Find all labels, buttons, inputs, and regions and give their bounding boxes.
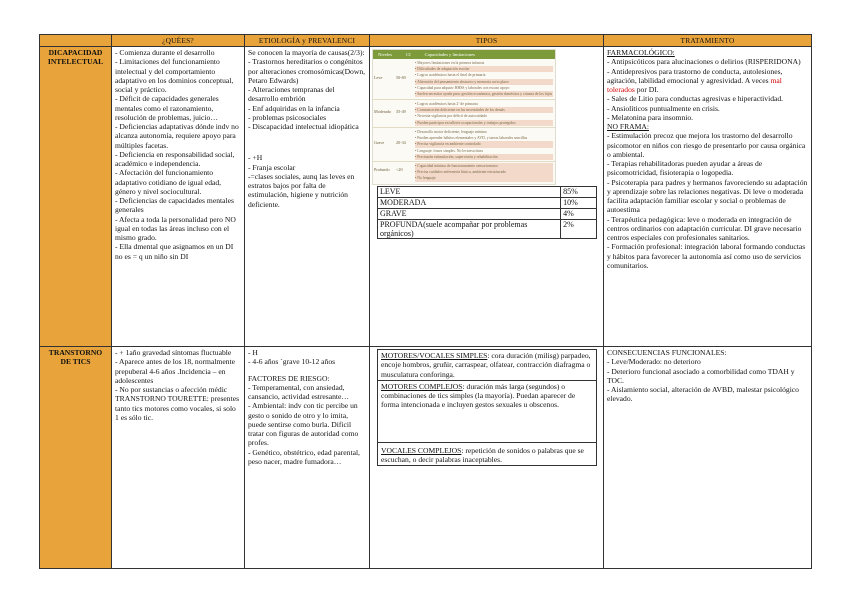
image-level-row [373, 128, 555, 162]
text-line: - Genético, obstétrico, edad parental, peso nacer, madre fumadora… [248, 447, 360, 466]
text-line: - Déficit de capacidades generales mentales como el razonamiento, resolución de problemas, juicio… [115, 94, 219, 122]
severity-level: PROFUNDA(suele acompañar por problemas orgánicos) [378, 220, 561, 239]
text-line: - problemas psicosociales [248, 112, 327, 122]
image-item: • Necesita vigilancia por déficit de autocuidado [415, 113, 553, 119]
image-level-items [413, 128, 555, 161]
tratamiento-cell [604, 347, 812, 569]
image-level-items [413, 162, 555, 184]
text-line: - Aparece antes de los 18, normalmente prepuberal 4-6 años .Incidencia – en adolescentes [115, 357, 235, 385]
text-line: - H [248, 348, 258, 358]
section-title: MOTORES/VOCALES SIMPLES [381, 351, 488, 361]
header-tipos: TIPOS [370, 35, 604, 47]
image-level-row [373, 59, 555, 100]
image-level-ci: 50-69 [396, 75, 406, 81]
severity-table [377, 186, 597, 239]
text-line: - Afecta a toda la personalidad pero NO igual en todas las áreas incluso con el mismo grado. [115, 214, 236, 243]
header-row [40, 35, 812, 47]
text-line: - Ambiental: indv con tic percibe un gesto o sonido de otro y lo imita, puede sentirse como burla. Dificil tratar con figuras de autoridad como profes. [248, 401, 359, 448]
text-line: -=clases sociales, aunq las leves en estratos bajos por falta de estimulación, higiene y nutrición deficiente. [248, 171, 355, 209]
header-etiologia: ETIOLOGÍA y PREVALENCI [245, 35, 370, 47]
header-tratamiento: TRATAMIENTO [604, 35, 812, 47]
severity-level: GRAVE [378, 209, 561, 220]
text-line: - Afectación del funcionamiento adaptativo cotidiano de igual edad, género y nivel sociocultural. [115, 168, 222, 196]
image-item: • Precisa vigilancia en ambiente controlado [415, 141, 553, 147]
image-item: • Logros académicos hasta el final de primaria [415, 72, 553, 78]
image-header-col: Niveles [378, 51, 393, 57]
text-line: - Trastornos hereditarios o congénitos por alteraciones cromosómicas(Down, Petaro Edwards) [248, 57, 366, 85]
text-line: - Enf adquiridas en la infancia [248, 103, 340, 113]
text-line: - + 1año gravedad síntomas fluctuable [115, 348, 232, 358]
image-header [373, 50, 555, 59]
image-level-row [373, 100, 555, 128]
text-line: - Ella dmental que asignamos en un DI no es = q un niño sin DI [115, 242, 234, 261]
severity-level: MODERADA [378, 198, 561, 209]
etiologia-cell [245, 47, 370, 347]
image-level-name: Leve [374, 75, 383, 81]
text-line: - Terapéutica pedagógica: leve o moderada en integración de centros ordinarios con adaptación curricular. DI grave necesario centros especiales con profesionales sanitarios. [607, 214, 802, 243]
image-item: • Suelen necesitar ayuda para: gestión económica, gestión doméstica y crianza de los hijos [415, 91, 553, 97]
text-line: - Alteraciones tempranas del desarrollo embrión [248, 85, 335, 104]
row-tics [40, 347, 812, 569]
section-title: FARMACOLÓGICO: [607, 48, 675, 58]
image-item: • Precisarán estimulación, supervisión y rehabilitación [415, 154, 553, 160]
image-level-name: Profundo [374, 167, 390, 173]
row-label: DICAPACIDAD INTELECTUAL [40, 47, 112, 347]
text-line: - Sales de Litio para conductas agresivas e hiperactividad. [607, 94, 784, 104]
text-line: - Melatonina para insomnio. [607, 112, 694, 122]
image-item: • Capacidad mínima de funcionamiento sensoriomotor [415, 163, 553, 169]
text-line: - Deficiencias adaptativas dónde indv no alcanza autonomía, requiere apoyo para múltiples facetas. [115, 122, 239, 150]
severity-row [378, 220, 597, 239]
image-level-items [413, 59, 555, 99]
text-line: TRANSTORNO TOURETTE: presentes tanto tics motores como vocales, si solo 1 es sólo tic. [115, 394, 240, 422]
text-line: - No por sustancias o afección médic [115, 385, 228, 395]
image-level-name: Moderado [374, 109, 392, 115]
text-line: - Temperamental, con ansiedad, cansancio, actividad estresante… [248, 382, 349, 402]
corner-cell [40, 35, 112, 47]
text-line: - Comienza durante el desarrollo [115, 48, 215, 58]
etiologia-cell [245, 347, 370, 569]
text-line: - Deficiencia en responsabilidad social, académico e independencia. [115, 149, 235, 169]
image-item: • Logros académicos hasta 2º de primaria [415, 101, 553, 107]
tipos-vocales-box [377, 443, 597, 467]
text-span: : cora duración (milisg) parpadeo, encoje hombros, gruñir, carraspear, olfatear, contracción diafragma o musculatura conforinga. [381, 351, 591, 379]
text-line: - Formación profesional: integración laboral formando conductas y hábitos para favorecer la autonomía así como uso de servicios comunitarios. [607, 242, 806, 270]
severity-row [378, 209, 597, 220]
text-line: - Franja escolar [248, 162, 296, 172]
image-level-row [373, 162, 555, 184]
section-title: FACTORES DE RIESGO: [248, 373, 330, 383]
severity-pct: 85% [561, 187, 597, 198]
severity-row [378, 198, 597, 209]
row-label: TRANSTORNO DE TICS [40, 347, 112, 569]
image-level-items [413, 100, 555, 127]
image-level-ci: 35-49 [396, 109, 406, 115]
image-item: • Lenguaje: frases simples. No lectoescritura [415, 148, 553, 154]
text-line: - Limitaciones del funcionamiento intelectual y del comportamiento adaptativo en los dominios conceptual, social y práctico. [115, 57, 234, 95]
severity-level: LEVE [378, 187, 561, 198]
text-line: - Psicoterapia para padres y hermanos favoreciendo su adaptación y aprendizaje sobre las relaciones negativas. Di leve o moderada facilita adaptación familiar escolar y social o problemas de autoestima [607, 177, 808, 215]
text-line: - Deterioro funcional asociado a comorbilidad como TDAH y TOC. [607, 366, 795, 385]
row-discapacidad [40, 47, 812, 347]
image-item: • Mayores limitaciones en la primera infancia [415, 60, 553, 66]
text-line: - Ansiolíticos puntualmente en crisis. [607, 103, 720, 113]
section-title: VOCALES COMPLEJOS [381, 445, 462, 455]
image-item: • Dificultades de adaptación escolar [415, 66, 553, 72]
image-item: • Desarrollo motor deficiente, lenguaje mínimo [415, 129, 553, 135]
document-page [39, 34, 811, 569]
text-line: - Aislamiento social, alteración de AVBD, malestar psicológico elevado. [607, 385, 799, 404]
image-item: • Capacidad para adquirir HHSS y laborales con escaso apoyo [415, 85, 553, 91]
image-item: • Pueden aprender hábitos elementales y AVD, y tareas laborales sencillas [415, 135, 553, 141]
text-span: por DI. [634, 85, 659, 95]
image-level-ci: 20-34 [396, 140, 406, 146]
severity-pct: 4% [561, 209, 597, 220]
text-line: - Estimulación precoz que mejora los trastorno del desarrollo psicomotor en niños con riesgo de presentarlo por causa orgánica o ambiental. [607, 131, 806, 159]
image-level-ci: <20 [396, 167, 403, 173]
levels-image [372, 49, 556, 185]
tipos-cell [370, 347, 604, 569]
image-item: • Pueden participar en talleres ocupacionales y trabajos protegidos [415, 120, 553, 126]
image-header-col: Capacidades y limitaciones [424, 51, 475, 57]
text-span: : repetición de sonidos o palabras que se escuchan, o decir palabras inaceptables. [381, 445, 584, 465]
text-line: - Leve/Moderado: no deterioro [607, 357, 701, 367]
summary-table [39, 34, 812, 569]
text-line [607, 67, 808, 95]
section-title: CONSECUENCIAS FUNCIONALES: [607, 348, 727, 358]
text-line: Se conocen la mayoría de causas(2/3): [248, 48, 365, 58]
tratamiento-cell [604, 47, 812, 347]
image-header-col: CI [406, 51, 411, 57]
text-line: - Discapacidad intelectual idiopática [248, 122, 359, 132]
tipos-simples-box [377, 349, 597, 381]
image-item: • Precisa cuidados enfermería básica, ambiente estructurado [415, 169, 553, 175]
section-title: MOTORES COMPLEJOS [381, 381, 463, 391]
severity-pct: 10% [561, 198, 597, 209]
header-que-es: ¿QUÉES? [112, 35, 245, 47]
highlight-text: mal tolerados [607, 75, 782, 95]
text-line: - Antipsicóticos para alucinaciones o delirios (RISPERIDONA) [607, 57, 801, 67]
text-span: - Antidepresivos para trastorno de conducta, autolesiones, agitación, labilidad emocional y agresividad. A veces [607, 66, 783, 85]
image-level-name: Grave [374, 140, 385, 146]
image-item: • Comunicación deficiente en las necesidades de los demás [415, 107, 553, 113]
tipos-cell [370, 47, 604, 347]
text-line: - Terapias rehabilitadoras pueden ayudar a áreas de psicomotricidad, fisioterapia o logopedia. [607, 159, 763, 178]
que-es-cell [112, 347, 245, 569]
image-item: • No lenguaje [415, 175, 553, 181]
section-title: NO FRAMA: [607, 122, 649, 132]
tipos-complejos-box [377, 381, 597, 443]
text-line: - Deficiencias de capacidades mentales generales [115, 196, 234, 215]
text-line: - +H [248, 153, 263, 163]
text-line: - 4-6 años `grave 10-12 años [248, 357, 336, 367]
severity-pct: 2% [561, 220, 597, 239]
text-span: : duración más larga (segundos) o combinaciones de tics simples (la mayoría). Puedan aparecer de forma intencionada e incluyen gestos sexuales u obscenos. [381, 381, 576, 410]
que-es-cell [112, 47, 245, 347]
severity-row [378, 187, 597, 198]
image-item: • Alteración del pensamiento abstracto y memoria corto plazo [415, 79, 553, 85]
